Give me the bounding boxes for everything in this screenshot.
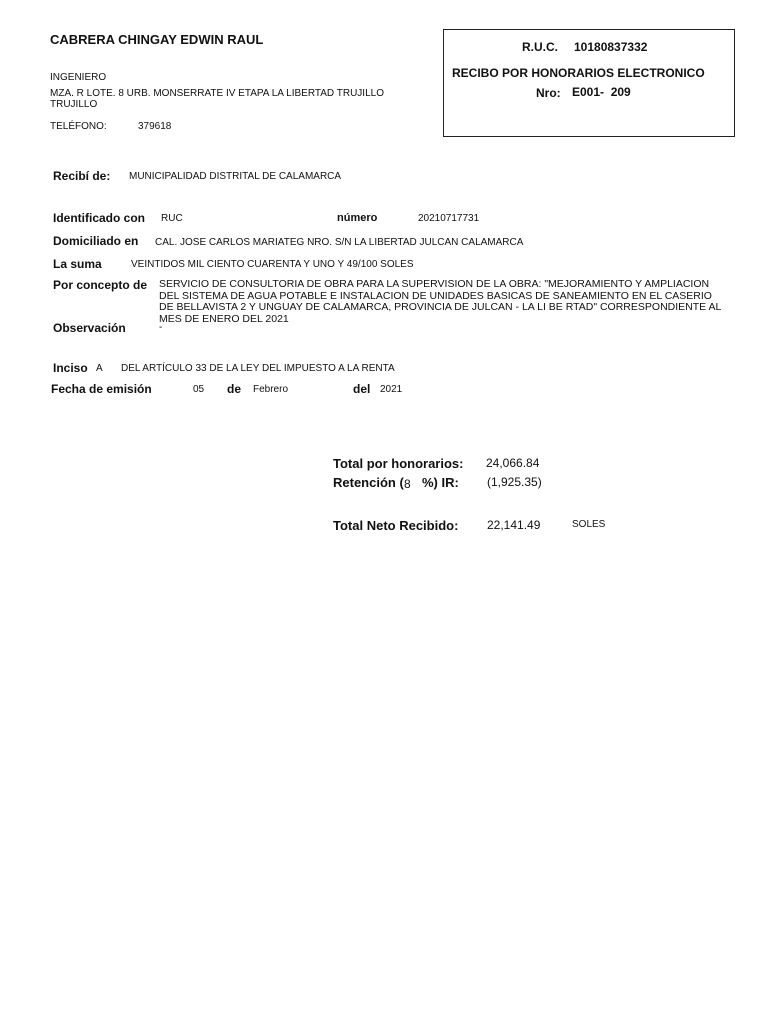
issuer-address-line1: MZA. R LOTE. 8 URB. MONSERRATE IV ETAPA LA LIBERTAD TRUJILLO <box>50 88 384 99</box>
observation-label: Observación <box>53 321 126 335</box>
del-label: del <box>353 382 371 396</box>
number-label: número <box>337 212 378 224</box>
issue-year: 2021 <box>380 384 403 395</box>
net-label: Total Neto Recibido: <box>333 518 459 533</box>
issue-date-label: Fecha de emisión <box>51 382 152 396</box>
nro-label: Nro: <box>536 86 561 100</box>
concept-text: SERVICIO DE CONSULTORIA DE OBRA PARA LA SUPERVISION DE LA OBRA: "MEJORAMIENTO Y AMPLIACION DEL SISTEMA DE AGUA POTABLE E INSTALACION DE UNIDADES BASICAS DE SANEAMIENTO EN EL CASERIO DE BELLAVISTA 2 Y UNGUAY DE CALAMARCA, PROVINCIA DE JULCAN - LA LI BE RTAD" CORRESPONDIENTE AL MES DE ENERO DEL 2021 <box>159 278 721 325</box>
fees-amount: 24,066.84 <box>486 456 540 470</box>
issuer-phone: 379618 <box>138 121 172 132</box>
document-type: RECIBO POR HONORARIOS ELECTRONICO <box>452 66 705 80</box>
issuer-phone-label: TELÉFONO: <box>50 121 107 132</box>
received-from-label: Recibí de: <box>53 169 111 183</box>
de-label: de <box>227 382 242 396</box>
ruc-label: R.U.C. <box>522 40 558 54</box>
issue-day: 05 <box>193 384 205 395</box>
id-type: RUC <box>161 213 183 224</box>
retention-percent: 8 <box>404 477 411 491</box>
currency: SOLES <box>572 519 606 530</box>
retention-label-pre: Retención ( <box>333 475 404 490</box>
sum-label: La suma <box>53 257 102 271</box>
inciso-letter: A <box>96 363 103 374</box>
retention-amount: (1,925.35) <box>487 475 542 489</box>
ruc-number: 10180837332 <box>574 40 648 54</box>
inciso-label: Inciso <box>53 361 88 375</box>
domicile-label: Domiciliado en <box>53 234 139 248</box>
issuer-address-line2: TRUJILLO <box>50 99 98 110</box>
id-number: 20210717731 <box>418 213 480 224</box>
retention-label-post: %) IR: <box>422 475 459 490</box>
issue-month: Febrero <box>253 384 289 395</box>
issuer-name: CABRERA CHINGAY EDWIN RAUL <box>50 32 264 47</box>
fees-label: Total por honorarios: <box>333 456 464 471</box>
identified-label: Identificado con <box>53 211 146 225</box>
inciso-text: DEL ARTÍCULO 33 DE LA LEY DEL IMPUESTO A LA RENTA <box>121 363 395 374</box>
concept-label: Por concepto de <box>53 278 148 292</box>
net-amount: 22,141.49 <box>487 518 541 532</box>
issuer-profession: INGENIERO <box>50 72 107 83</box>
sum-text: VEINTIDOS MIL CIENTO CUARENTA Y UNO Y 49/100 SOLES <box>131 259 414 270</box>
received-from: MUNICIPALIDAD DISTRITAL DE CALAMARCA <box>129 171 342 182</box>
observation: - <box>159 322 163 333</box>
nro-value: E001- 209 <box>572 85 631 99</box>
domicile: CAL. JOSE CARLOS MARIATEG NRO. S/N LA LIBERTAD JULCAN CALAMARCA <box>155 237 524 248</box>
